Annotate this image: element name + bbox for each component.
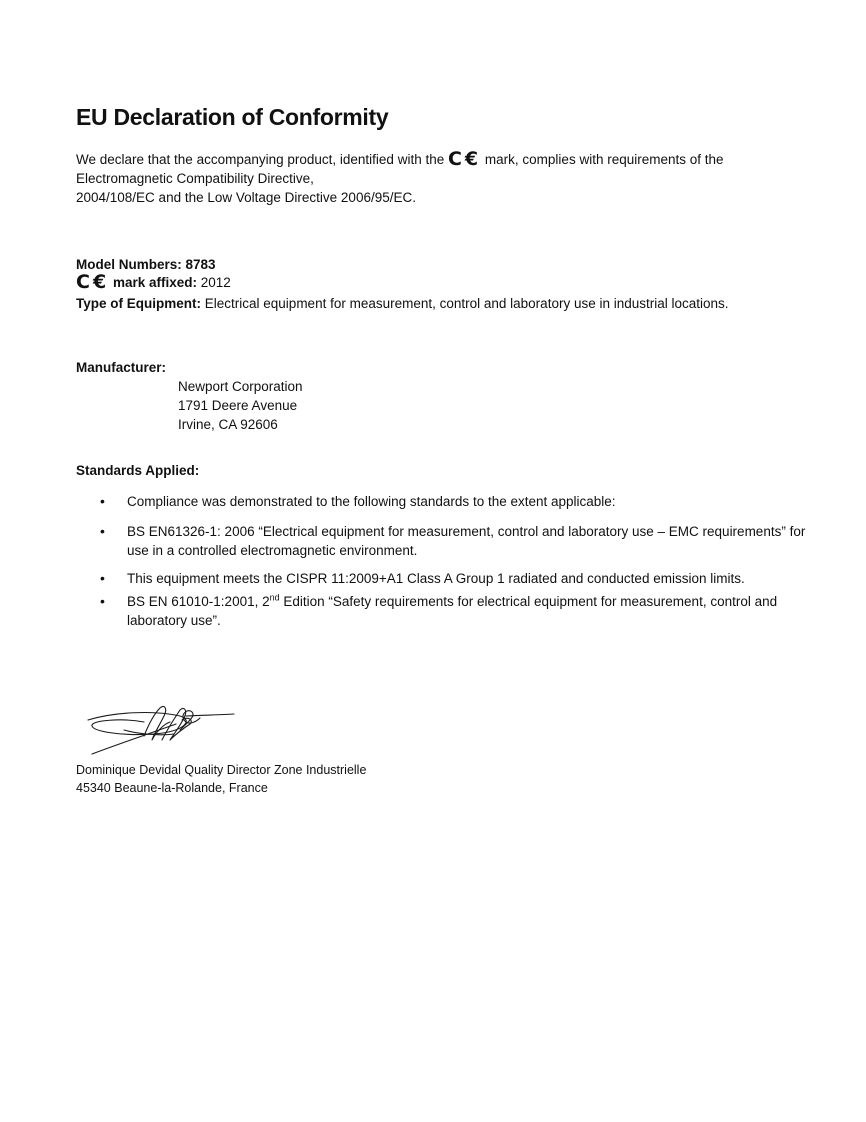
list-item	[76, 592, 806, 630]
ordinal-superscript: nd	[269, 592, 280, 603]
intro-text-before-mark: We declare that the accompanying product, identified with the	[76, 152, 445, 167]
standards-heading	[76, 461, 199, 481]
mark-affixed-label: mark affixed:	[112, 275, 197, 290]
ce-mark-icon: C€	[76, 271, 110, 293]
equipment-type-value: Electrical equipment for measurement, control and laboratory use in industrial locations.	[204, 296, 729, 311]
ce-mark-icon: C€	[447, 148, 482, 170]
equipment-type-label: Type of Equipment:	[76, 296, 201, 311]
list-item	[76, 492, 806, 511]
list-item-text-suffix: Edition “Safety requirements for electrical equipment for measurement, control and laboratory use”.	[127, 594, 778, 628]
standards-label: Standards Applied:	[76, 463, 200, 478]
mark-affixed-value: 2012	[200, 275, 231, 290]
intro-text-after-mark: mark, complies with requirements of the	[484, 152, 724, 167]
bullet-icon: •	[100, 493, 105, 509]
bullet-icon: •	[100, 570, 105, 586]
list-item	[76, 569, 806, 588]
signer-address: 45340 Beaune-la-Rolande, France	[76, 781, 268, 795]
list-item-text: BS EN61326-1: 2006 “Electrical equipment for measurement, control and laboratory use – EMC requirements” for use in a controlled electromagnetic environment.	[127, 524, 806, 558]
bullet-icon: •	[100, 593, 105, 609]
list-item-text-prefix: BS EN 61010-1:2001, 2	[127, 594, 270, 609]
manufacturer-label: Manufacturer:	[76, 360, 167, 375]
signer-name-title: Dominique Devidal Quality Director Zone Industrielle	[76, 763, 367, 777]
manufacturer-heading	[76, 358, 166, 378]
manufacturer-street: 1791 Deere Avenue	[178, 398, 298, 413]
model-numbers-label: Model Numbers: 8783	[76, 257, 216, 272]
signer-block	[76, 761, 366, 797]
standards-list	[76, 492, 806, 630]
equipment-type	[76, 294, 816, 314]
intro-line-2: Electromagnetic Compatibility Directive,	[76, 171, 314, 186]
declaration-intro	[76, 150, 796, 207]
manufacturer-city: Irvine, CA 92606	[178, 417, 278, 432]
manufacturer-address	[178, 377, 303, 434]
ce-mark-affixed	[76, 273, 231, 293]
manufacturer-name: Newport Corporation	[178, 379, 303, 394]
intro-line-3: 2004/108/EC and the Low Voltage Directive 2006/95/EC.	[76, 190, 416, 205]
list-item	[76, 522, 806, 560]
list-item-text: Compliance was demonstrated to the following standards to the extent applicable:	[127, 494, 616, 509]
page-title: EU Declaration of Conformity	[76, 104, 389, 130]
list-item-text: This equipment meets the CISPR 11:2009+A1 Class A Group 1 radiated and conducted emission limits.	[127, 571, 745, 586]
bullet-icon: •	[100, 523, 105, 539]
signature-icon	[84, 700, 244, 760]
